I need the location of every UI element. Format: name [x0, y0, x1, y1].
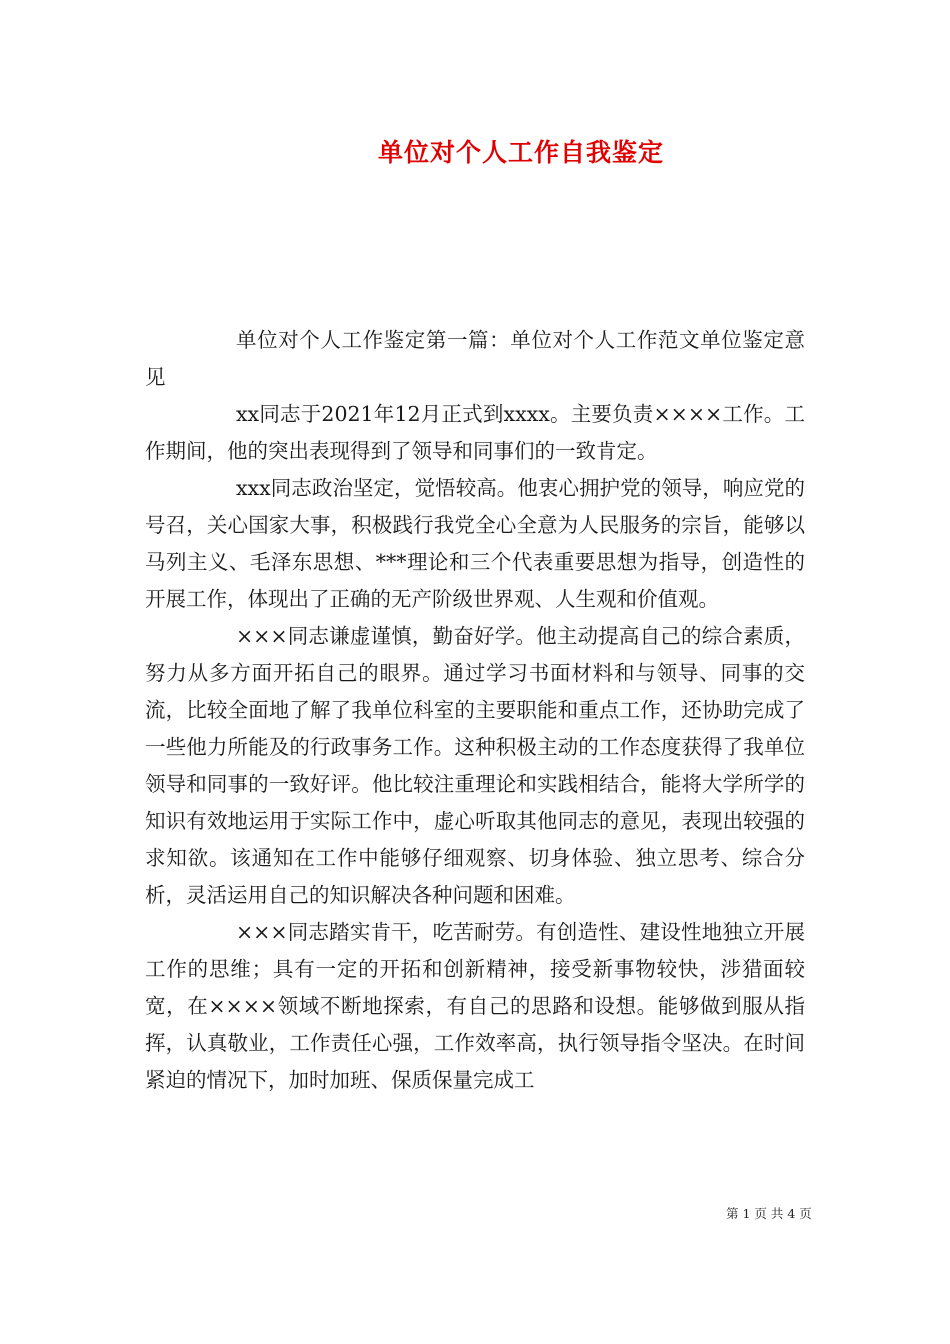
document-body: [145, 322, 805, 1099]
paragraph-3: xxx同志政治坚定，觉悟较高。他衷心拥护党的领导，响应党的号召，关心国家大事，积极践行我党全心全意为人民服务的宗旨，能够以马列主义、毛泽东思想、***理论和三个代表重要思想为指导，创造性的开展工作，体现出了正确的无产阶级世界观、人生观和价值观。: [145, 476, 805, 611]
paragraph-2: xx同志于2021年12月正式到xxxx。主要负责××××工作。工作期间，他的突出表现得到了领导和同事们的一致肯定。: [145, 402, 805, 463]
page-number-footer: 第 1 页 共 4 页: [726, 1206, 812, 1221]
document-title: 单位对个人工作自我鉴定: [377, 138, 664, 167]
paragraph-5: ×××同志踏实肯干，吃苦耐劳。有创造性、建设性地独立开展工作的思维；具有一定的开拓和创新精神，接受新事物较快，涉猎面较宽，在××××领域不断地探索，有自己的思路和设想。能够做到服从指挥，认真敬业，工作责任心强，工作效率高，执行领导指令坚决。在时间紧迫的情况下，加时加班、保质保量完成工: [145, 920, 805, 1092]
paragraph-1: 单位对个人工作鉴定第一篇：单位对个人工作范文单位鉴定意见: [145, 328, 805, 389]
paragraph-4: ×××同志谦虚谨慎，勤奋好学。他主动提高自己的综合素质，努力从多方面开拓自己的眼界。通过学习书面材料和与领导、同事的交流，比较全面地了解了我单位科室的主要职能和重点工作，还协助完成了一些他力所能及的行政事务工作。这种积极主动的工作态度获得了我单位领导和同事的一致好评。他比较注重理论和实践相结合，能将大学所学的知识有效地运用于实际工作中，虚心听取其他同志的意见，表现出较强的求知欲。该通知在工作中能够仔细观察、切身体验、独立思考、综合分析，灵活运用自己的知识解决各种问题和困难。: [145, 624, 805, 907]
